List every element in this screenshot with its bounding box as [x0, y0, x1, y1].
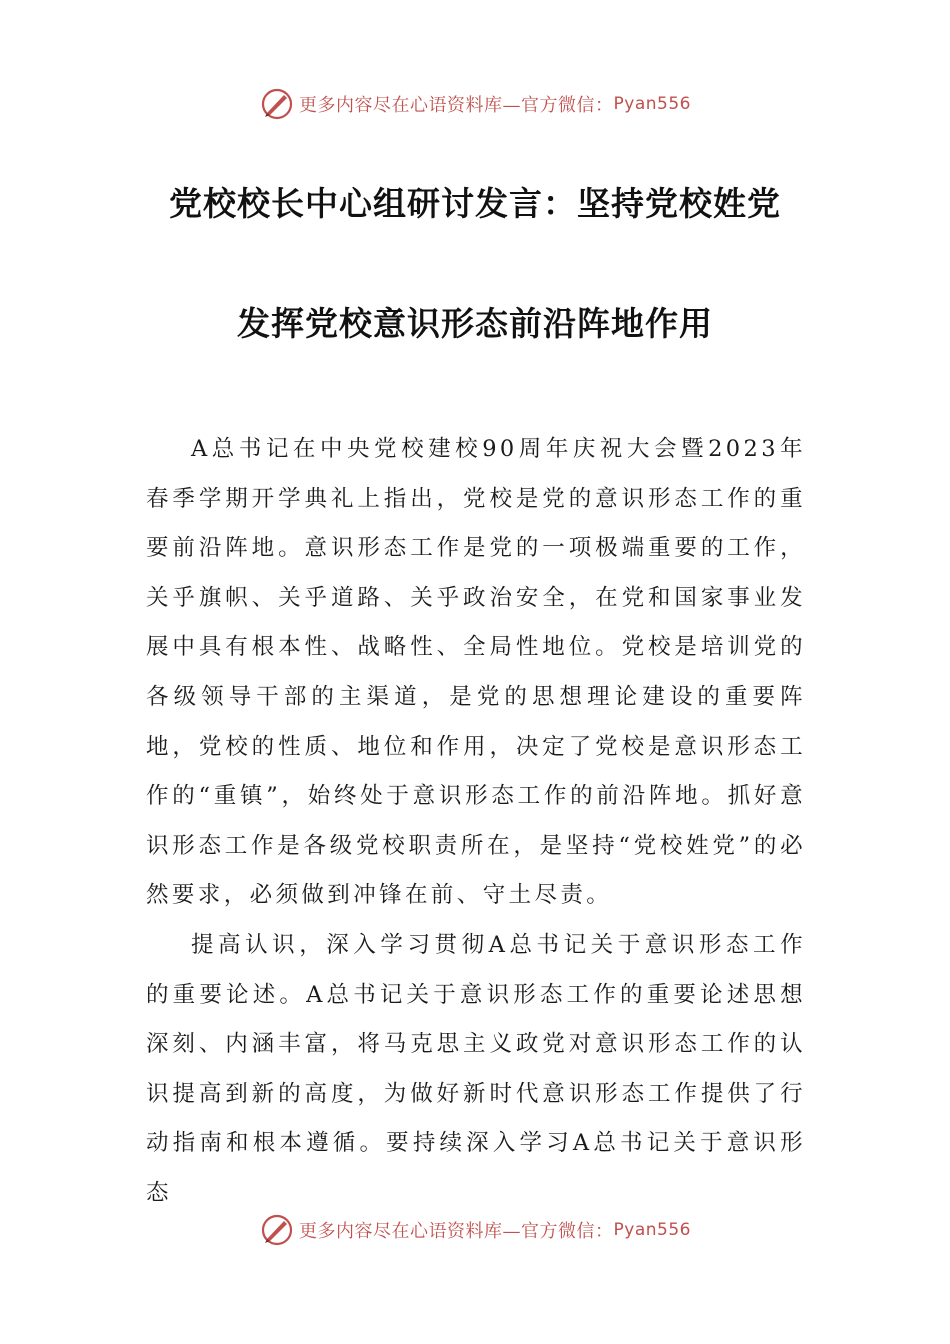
- header-watermark: [0, 84, 950, 124]
- document-body: [146, 425, 806, 1219]
- watermark-wechat-id: Pyan556: [613, 94, 691, 114]
- pen-logo-icon: [259, 86, 295, 122]
- pen-logo-icon: [259, 1212, 295, 1248]
- document-title-line-1: 党校校长中心组研讨发言：坚持党校姓党: [169, 184, 781, 223]
- paragraph: A总书记在中央党校建校90周年庆祝大会暨2023年春季学期开学典礼上指出，党校是党的意识形态工作的重要前沿阵地。意识形态工作是党的一项极端重要的工作，关乎旗帜、关乎道路、关乎政治安全，在党和国家事业发展中具有根本性、战略性、全局性地位。党校是培训党的各级领导干部的主渠道，是党的思想理论建设的重要阵地，党校的性质、地位和作用，决定了党校是意识形态工作的“重镇”，始终处于意识形态工作的前沿阵地。抓好意识形态工作是各级党校职责所在，是坚持“党校姓党”的必然要求，必须做到冲锋在前、守土尽责。: [146, 436, 806, 909]
- watermark-text: 更多内容尽在心语资料库—官方微信：: [299, 95, 614, 116]
- paragraph: 提高认识，深入学习贯彻A总书记关于意识形态工作的重要论述。A总书记关于意识形态工作的重要论述思想深刻、内涵丰富，将马克思主义政党对意识形态工作的认识提高到新的高度，为做好新时代意识形态工作提供了行动指南和根本遵循。要持续深入学习A总书记关于意识形态: [146, 931, 806, 1206]
- watermark-wechat-id: Pyan556: [613, 1220, 691, 1240]
- document-title-line-2: 发挥党校意识形态前沿阵地作用: [237, 304, 713, 343]
- footer-watermark: [0, 1210, 950, 1250]
- watermark-text: 更多内容尽在心语资料库—官方微信：: [299, 1221, 614, 1242]
